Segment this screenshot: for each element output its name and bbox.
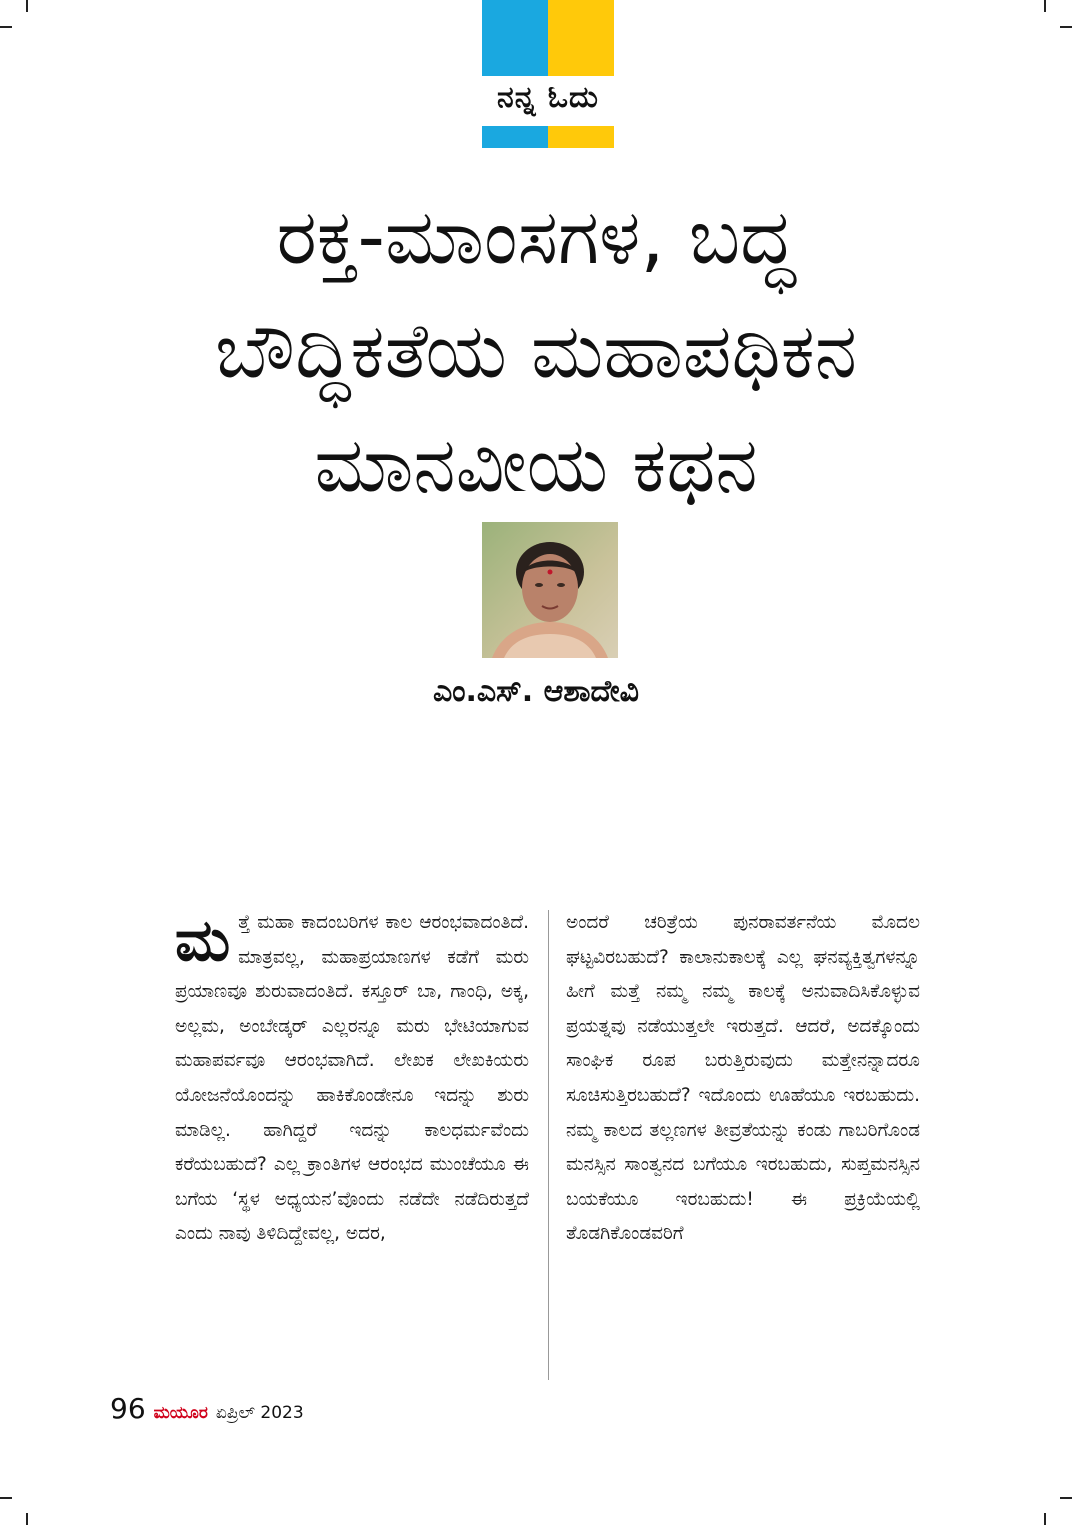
crop-mark (0, 26, 12, 28)
crop-mark (26, 1513, 28, 1525)
crop-mark (26, 0, 28, 12)
headline: ರಕ್ತ-ಮಾಂಸಗಳ, ಬದ್ಧ ಬೌದ್ಧಿಕತೆಯ ಮಹಾಪಥಿಕನ ಮಾನವೀಯ ಕಥನ (214, 192, 858, 509)
crop-mark (0, 1497, 12, 1499)
crop-mark (1044, 1513, 1046, 1525)
issue-date: ಏಪ್ರಿಲ್ 2023 (215, 1403, 304, 1423)
article-text-col1: ತ್ತೆ ಮಹಾ ಕಾದಂಬರಿಗಳ ಕಾಲ ಆರಂಭವಾದಂತಿದೆ. ಮಾತ್ರವಲ್ಲ, ಮಹಾಪ್ರಯಾಣಗಳ ಕಡೆಗೆ ಮರು ಪ್ರಯಾಣವೂ ಶುರುವಾದಂತಿದೆ. ಕಸ್ತೂರ್ ಬಾ, ಗಾಂಧಿ, ಅಕ್ಕ, ಅಲ್ಲಮ, ಅಂಬೇಡ್ಕರ್ ಎಲ್ಲರನ್ನೂ ಮರು ಭೇಟಿಯಾಗುವ ಮಹಾಪರ್ವವೂ ಆರಂಭವಾಗಿದೆ. ಲೇಖಕ ಲೇಖಕಿಯರು ಯೋಜನೆಯೊಂದನ್ನು ಹಾಕಿಕೊಂಡೇನೂ ಇದನ್ನು ಶುರು ಮಾಡಿಲ್ಲ. ಹಾಗಿದ್ದರೆ ಇದನ್ನು ಕಾಲಧರ್ಮವೆಂದು ಕರೆಯಬಹುದೆ? ಎಲ್ಲ ಕ್ರಾಂತಿಗಳ ಆರಂಭದ ಮುಂಚೆಯೂ ಈ ಬಗೆಯ ‘ಸ್ಥಳ ಅಧ್ಯಯನ’ವೊಂದು ನಡೆದೇ ನಡೆದಿರುತ್ತದೆ ಎಂದು ನಾವು ತಿಳಿದಿದ್ದೇವಲ್ಲ, ಅದರ, (175, 912, 529, 1245)
crop-mark (1060, 26, 1072, 28)
crop-mark (1044, 0, 1046, 12)
author-name: ಎಂ.ಎಸ್. ಆಶಾದೇವಿ (432, 674, 640, 709)
article-column-1 (175, 906, 529, 1252)
column-divider (548, 910, 549, 1380)
article-column-2 (566, 906, 920, 1252)
page-footer (110, 1392, 304, 1428)
page-number: 96 (110, 1392, 146, 1425)
author-portrait-image (482, 522, 618, 658)
section-logo (482, 0, 614, 148)
article-text-col2: ಅಂದರೆ ಚರಿತ್ರೆಯ ಪುನರಾವರ್ತನೆಯ ಮೊದಲ ಘಟ್ಟವಿರಬಹುದೆ? ಕಾಲಾನುಕಾಲಕ್ಕೆ ಎಲ್ಲ ಘನವ್ಯಕ್ತಿತ್ವಗಳನ್ನೂ ಹೀಗೆ ಮತ್ತೆ ನಮ್ಮ ನಮ್ಮ ಕಾಲಕ್ಕೆ ಅನುವಾದಿಸಿಕೊಳ್ಳುವ ಪ್ರಯತ್ನವು ನಡೆಯುತ್ತಲೇ ಇರುತ್ತದೆ. ಆದರೆ, ಅದಕ್ಕೊಂದು ಸಾಂಘಿಕ ರೂಪ ಬರುತ್ತಿರುವುದು ಮತ್ತೇನನ್ನಾದರೂ ಸೂಚಿಸುತ್ತಿರಬಹುದೆ? ಇದೊಂದು ಊಹೆಯೂ ಇರಬಹುದು. ನಮ್ಮ ಕಾಲದ ತಲ್ಲಣಗಳ ತೀವ್ರತೆಯನ್ನು ಕಂಡು ಗಾಬರಿಗೊಂಡ ಮನಸ್ಸಿನ ಸಾಂತ್ವನದ ಬಗೆಯೂ ಇರಬಹುದು, ಸುಪ್ತಮನಸ್ಸಿನ ಬಯಕೆಯೂ ಇರಬಹುದು! ಈ ಪ್ರಕ್ರಿಯೆಯಲ್ಲಿ ತೊಡಗಿಕೊಂಡವರಿಗೆ (566, 912, 920, 1245)
author-photo (482, 522, 618, 658)
section-label: ನನ್ನ ಓದು (497, 80, 599, 115)
magazine-name: ಮಯೂರ (153, 1403, 208, 1423)
crop-mark (1060, 1497, 1072, 1499)
drop-cap: ಮ (175, 906, 231, 974)
